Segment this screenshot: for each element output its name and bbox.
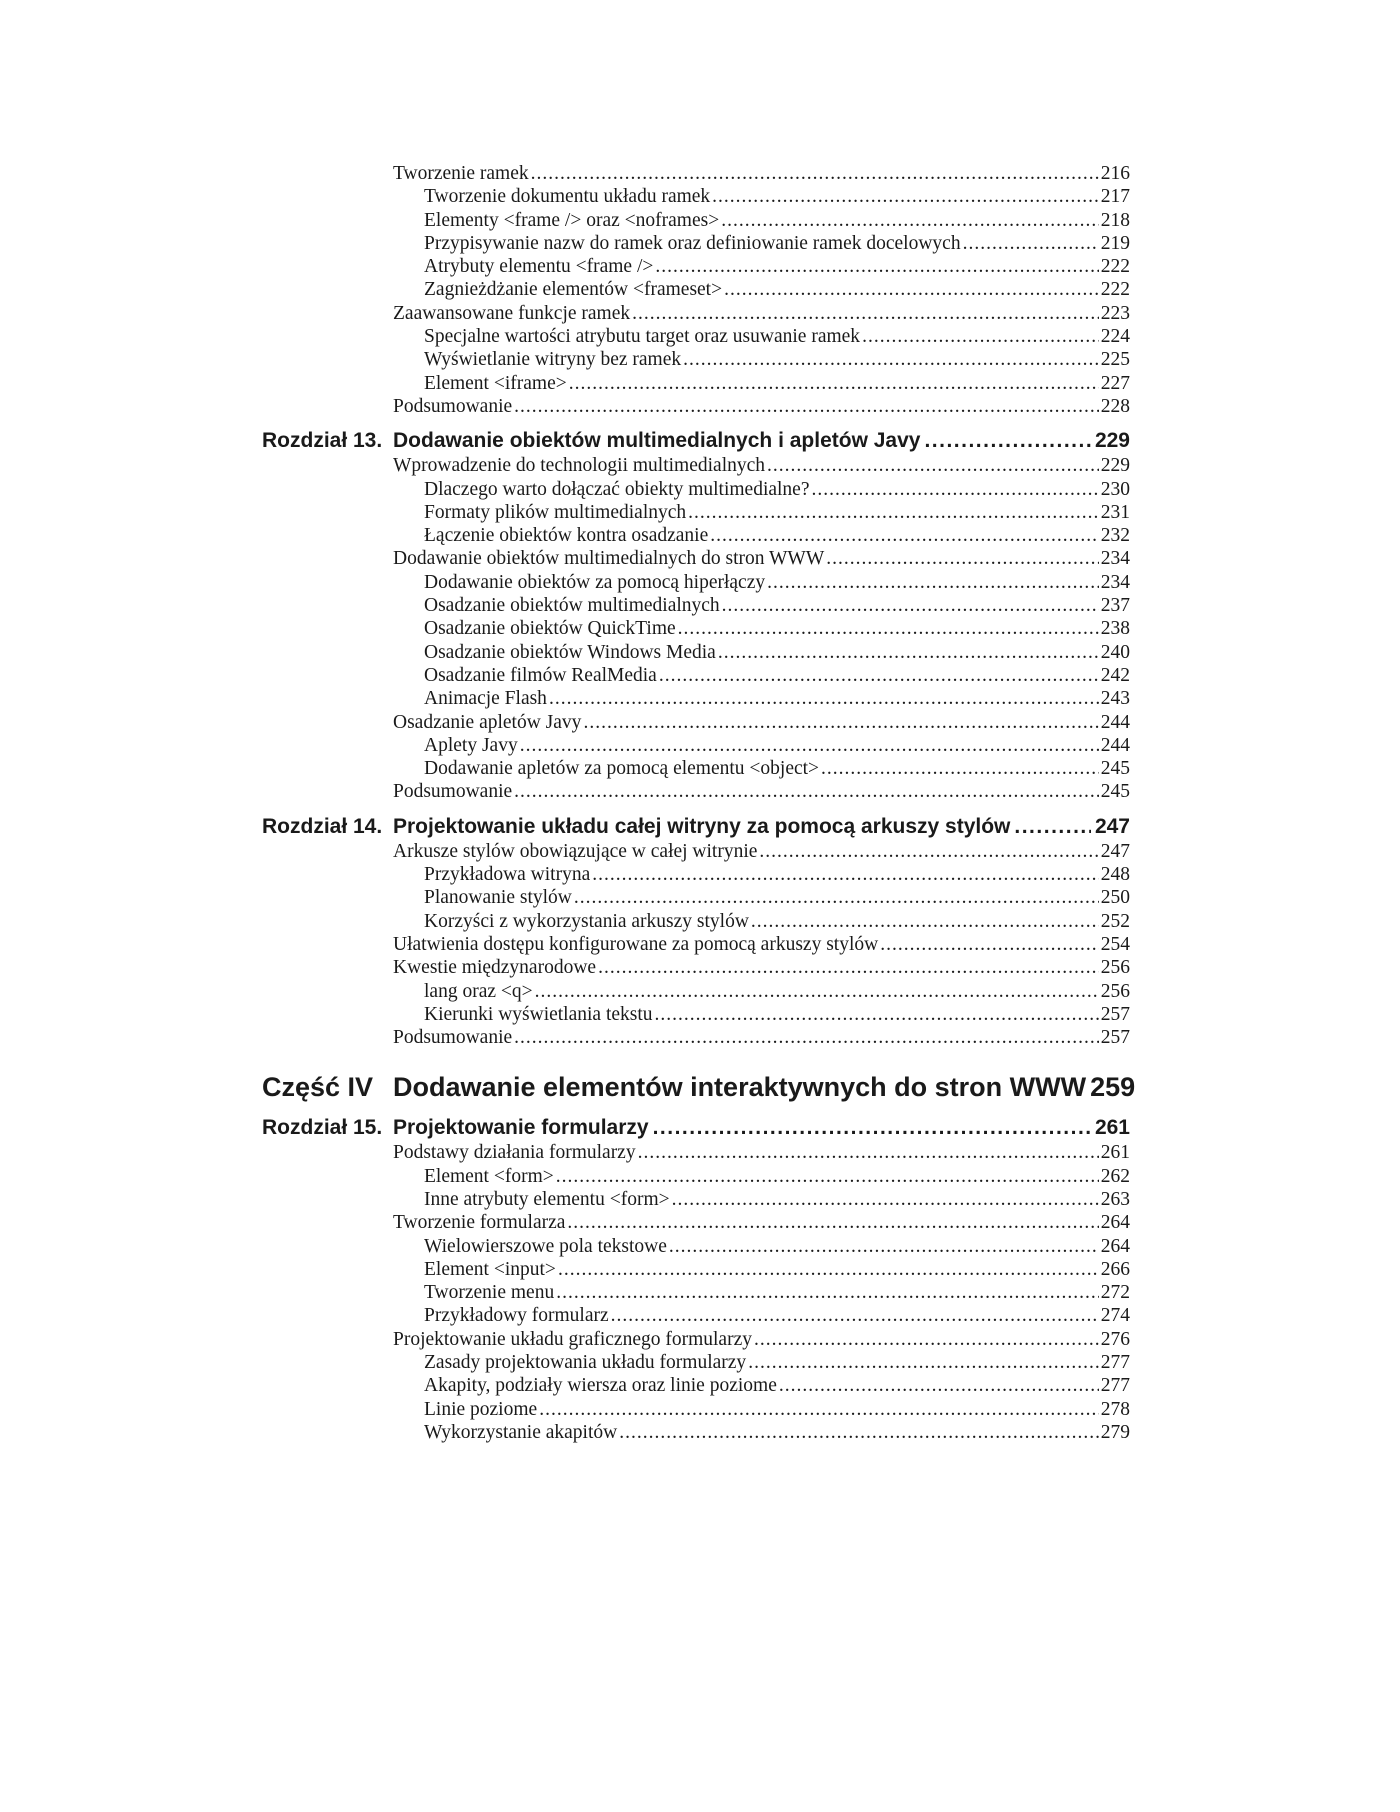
page-number: 247 [1100,840,1130,862]
dot-leader [556,1281,1099,1304]
toc-section-entry [262,1328,1130,1351]
dot-leader [767,454,1099,477]
chapter-number: Rozdział 14. [262,814,383,838]
page-number: 230 [1100,478,1130,500]
entry-title: Wykorzystanie akapitów [424,1421,618,1443]
page-number: 274 [1100,1305,1130,1327]
dot-leader [880,933,1099,956]
page-number: 222 [1100,256,1130,278]
page-number: 276 [1100,1328,1130,1350]
page-number: 228 [1100,395,1130,417]
dot-leader [688,501,1099,524]
page-number: 224 [1100,326,1130,348]
dot-leader [779,1374,1099,1397]
dot-leader [722,594,1099,617]
page-number: 229 [1094,429,1130,453]
entry-title: Przypisywanie nazw do ramek oraz definiowanie ramek docelowych [424,232,961,254]
dot-leader [539,1398,1099,1421]
toc-subsection-entry [262,664,1130,687]
entry-title: Osadzanie apletów Javy [393,711,582,733]
entry-title: Wielowierszowe pola tekstowe [424,1235,667,1257]
dot-leader [672,1188,1099,1211]
entry-title: Osadzanie obiektów QuickTime [424,618,676,640]
toc-section-entry [262,840,1130,863]
toc-chapter-heading [262,1114,1130,1141]
page-number: 277 [1100,1375,1130,1397]
page-number: 257 [1100,1003,1130,1025]
dot-leader [721,209,1099,232]
dot-leader [669,1235,1099,1258]
toc-subsection-entry [262,1304,1130,1327]
dot-leader [759,840,1098,863]
entry-title: Osadzanie obiektów Windows Media [424,641,716,663]
dot-leader [574,886,1099,909]
dot-leader [611,1304,1099,1327]
dot-leader [659,664,1099,687]
toc-section-entry [262,1026,1130,1049]
toc-subsection-entry [262,478,1130,501]
table-of-contents [262,162,1136,1444]
toc-subsection-entry [262,863,1130,886]
page-number: 232 [1100,525,1130,547]
dot-leader [710,524,1099,547]
toc-subsection-entry [262,1281,1130,1304]
chapter-number: Rozdział 15. [262,1116,383,1140]
entry-title: Atrybuty elementu <frame /> [424,256,654,278]
toc-subsection-entry [262,1351,1130,1374]
toc-subsection-entry [262,617,1130,640]
dot-leader [619,1421,1099,1444]
entry-title: Arkusze stylów obowiązujące w całej witrynie [393,840,758,862]
toc-subsection-entry [262,348,1130,371]
page-number: 243 [1100,688,1130,710]
entry-title: Tworzenie dokumentu układu ramek [424,186,711,208]
page-number: 261 [1094,1116,1130,1140]
entry-title: Podsumowanie [393,395,513,417]
page-number: 217 [1100,186,1130,208]
dot-leader [754,1328,1099,1351]
page-number: 250 [1100,887,1130,909]
dot-leader [632,302,1099,325]
toc-subsection-entry [262,886,1130,909]
entry-title: Zagnieżdżanie elementów <frameset> [424,279,723,301]
toc-subsection-entry [262,734,1130,757]
toc-subsection-entry [262,571,1130,594]
dot-leader [712,185,1099,208]
dot-leader [1014,813,1091,840]
page-number: 238 [1100,618,1130,640]
toc-subsection-entry [262,1003,1130,1026]
dot-leader [558,1258,1099,1281]
page-number: 245 [1100,781,1130,803]
entry-title: Przykładowy formularz [424,1305,609,1327]
entry-title: Formaty plików multimedialnych [424,501,687,523]
toc-subsection-entry [262,325,1130,348]
page-number: 234 [1100,571,1130,593]
toc-section-entry [262,1211,1130,1234]
page-number: 225 [1100,349,1130,371]
entry-title: Element <input> [424,1258,556,1280]
dot-leader [751,910,1099,933]
toc-subsection-entry [262,372,1130,395]
dot-leader [531,162,1099,185]
toc-subsection-entry [262,641,1130,664]
dot-leader [821,757,1099,780]
dot-leader [718,641,1099,664]
chapter-title: Dodawanie obiektów multimedialnych i apletów Javy [393,429,921,453]
page-number: 240 [1100,641,1130,663]
page-number: 242 [1100,664,1130,686]
entry-title: Animacje Flash [424,688,547,710]
page-number: 272 [1100,1282,1130,1304]
dot-leader [569,372,1099,395]
page-number: 264 [1100,1212,1130,1234]
chapter-title: Projektowanie formularzy [393,1116,649,1140]
toc-subsection-entry [262,910,1130,933]
entry-title: Dodawanie apletów za pomocą elementu <object> [424,758,820,780]
entry-title: Aplety Javy [424,734,518,756]
dot-leader [678,617,1099,640]
dot-leader [592,863,1099,886]
toc-subsection-entry [262,1165,1130,1188]
entry-title: Zaawansowane funkcje ramek [393,302,631,324]
page-number: 248 [1100,864,1130,886]
entry-title: lang oraz <q> [424,980,533,1002]
entry-title: Tworzenie formularza [393,1212,566,1234]
entry-title: Podstawy działania formularzy [393,1142,636,1164]
page-number: 264 [1100,1235,1130,1257]
entry-title: Projektowanie układu graficznego formularzy [393,1328,752,1350]
entry-title: Kierunki wyświetlania tekstu [424,1003,653,1025]
page-number: 227 [1100,372,1130,394]
entry-title: Przykładowa witryna [424,864,591,886]
toc-subsection-entry [262,980,1130,1003]
entry-title: Element <form> [424,1165,554,1187]
toc-section-entry [262,302,1130,325]
toc-section-entry [262,1141,1130,1164]
dot-leader [549,687,1099,710]
entry-title: Dodawanie obiektów multimedialnych do stron WWW [393,548,825,570]
dot-leader [583,711,1098,734]
toc-subsection-entry [262,1258,1130,1281]
page-number: 266 [1100,1258,1130,1280]
page-number: 245 [1100,758,1130,780]
toc-subsection-entry [262,278,1130,301]
chapter-title: Projektowanie układu całej witryny za pomocą arkuszy stylów [393,814,1011,838]
page-number: 219 [1100,232,1130,254]
entry-title: Zasady projektowania układu formularzy [424,1352,747,1374]
page-number: 279 [1100,1421,1130,1443]
dot-leader [683,348,1099,371]
dot-leader [598,956,1099,979]
toc-section-entry [262,780,1130,803]
part-title: Dodawanie elementów interaktywnych do stron WWW [393,1072,1087,1103]
page-number: 257 [1100,1027,1130,1049]
toc-subsection-entry [262,1374,1130,1397]
page-number: 259 [1090,1072,1136,1103]
toc-subsection-entry [262,757,1130,780]
entry-title: Element <iframe> [424,372,567,394]
toc-subsection-entry [262,209,1130,232]
entry-title: Wyświetlanie witryny bez ramek [424,349,682,371]
page-number: 278 [1100,1398,1130,1420]
toc-section-entry [262,162,1130,185]
dot-leader [655,255,1098,278]
dot-leader [514,1026,1099,1049]
toc-section-entry [262,395,1130,418]
toc-subsection-entry [262,1421,1130,1444]
toc-subsection-entry [262,1398,1130,1421]
entry-title: Tworzenie ramek [393,163,529,184]
page-number: 244 [1100,711,1130,733]
toc-subsection-entry [262,524,1130,547]
dot-leader [556,1165,1099,1188]
toc-subsection-entry [262,232,1130,255]
entry-title: Osadzanie filmów RealMedia [424,664,657,686]
toc-subsection-entry [262,687,1130,710]
entry-title: Linie poziome [424,1398,538,1420]
toc-chapter-heading [262,427,1130,454]
page-number: 229 [1100,455,1130,477]
page-number: 263 [1100,1188,1130,1210]
entry-title: Korzyści z wykorzystania arkuszy stylów [424,910,749,932]
page-number: 222 [1100,279,1130,301]
page-number: 277 [1100,1352,1130,1374]
dot-leader [653,1114,1091,1141]
dot-leader [535,980,1099,1003]
page-number: 252 [1100,910,1130,932]
toc-subsection-entry [262,1188,1130,1211]
entry-title: Wprowadzenie do technologii multimedialnych [393,455,766,477]
toc-section-entry [262,956,1130,979]
entry-title: Dlaczego warto dołączać obiekty multimedialne? [424,478,810,500]
page-number: 223 [1100,302,1130,324]
entry-title: Podsumowanie [393,1027,513,1049]
entry-title: Ułatwienia dostępu konfigurowane za pomocą arkuszy stylów [393,933,879,955]
page-number: 218 [1100,209,1130,231]
toc-part-heading [262,1069,1136,1105]
entry-title: Osadzanie obiektów multimedialnych [424,595,720,617]
dot-leader [963,232,1099,255]
page-number: 216 [1100,163,1130,184]
toc-section-entry [262,547,1130,570]
page-number: 254 [1100,933,1130,955]
entry-title: Planowanie stylów [424,887,572,909]
toc-section-entry [262,933,1130,956]
entry-title: Elementy <frame /> oraz <noframes> [424,209,720,231]
entry-title: Łączenie obiektów kontra osadzanie [424,525,709,547]
dot-leader [724,278,1099,301]
page-number: 256 [1100,957,1130,979]
dot-leader [748,1351,1099,1374]
page-number: 261 [1100,1142,1130,1164]
page-number: 244 [1100,734,1130,756]
entry-title: Podsumowanie [393,781,513,803]
page-number: 262 [1100,1165,1130,1187]
dot-leader [767,571,1099,594]
dot-leader [638,1141,1099,1164]
entry-title: Tworzenie menu [424,1282,555,1304]
toc-chapter-heading [262,813,1130,840]
entry-title: Specjalne wartości atrybutu target oraz usuwanie ramek [424,326,861,348]
entry-title: Inne atrybuty elementu <form> [424,1188,670,1210]
toc-subsection-entry [262,185,1130,208]
toc-subsection-entry [262,501,1130,524]
toc-subsection-entry [262,1235,1130,1258]
toc-section-entry [262,711,1130,734]
dot-leader [924,427,1090,454]
dot-leader [862,325,1099,348]
part-number: Część IV [262,1072,374,1103]
dot-leader [826,547,1099,570]
dot-leader [520,734,1099,757]
toc-subsection-entry [262,594,1130,617]
dot-leader [812,478,1099,501]
dot-leader [567,1211,1098,1234]
entry-title: Kwestie międzynarodowe [393,957,597,979]
entry-title: Dodawanie obiektów za pomocą hiperłączy [424,571,766,593]
page-number: 234 [1100,548,1130,570]
page-number: 231 [1100,501,1130,523]
dot-leader [514,780,1099,803]
entry-title: Akapity, podziały wiersza oraz linie poziome [424,1375,777,1397]
page-number: 247 [1094,814,1130,838]
chapter-number: Rozdział 13. [262,429,383,453]
page-number: 256 [1100,980,1130,1002]
toc-section-entry [262,454,1130,477]
dot-leader [514,395,1099,418]
dot-leader [655,1003,1099,1026]
page-number: 237 [1100,595,1130,617]
toc-subsection-entry [262,255,1130,278]
